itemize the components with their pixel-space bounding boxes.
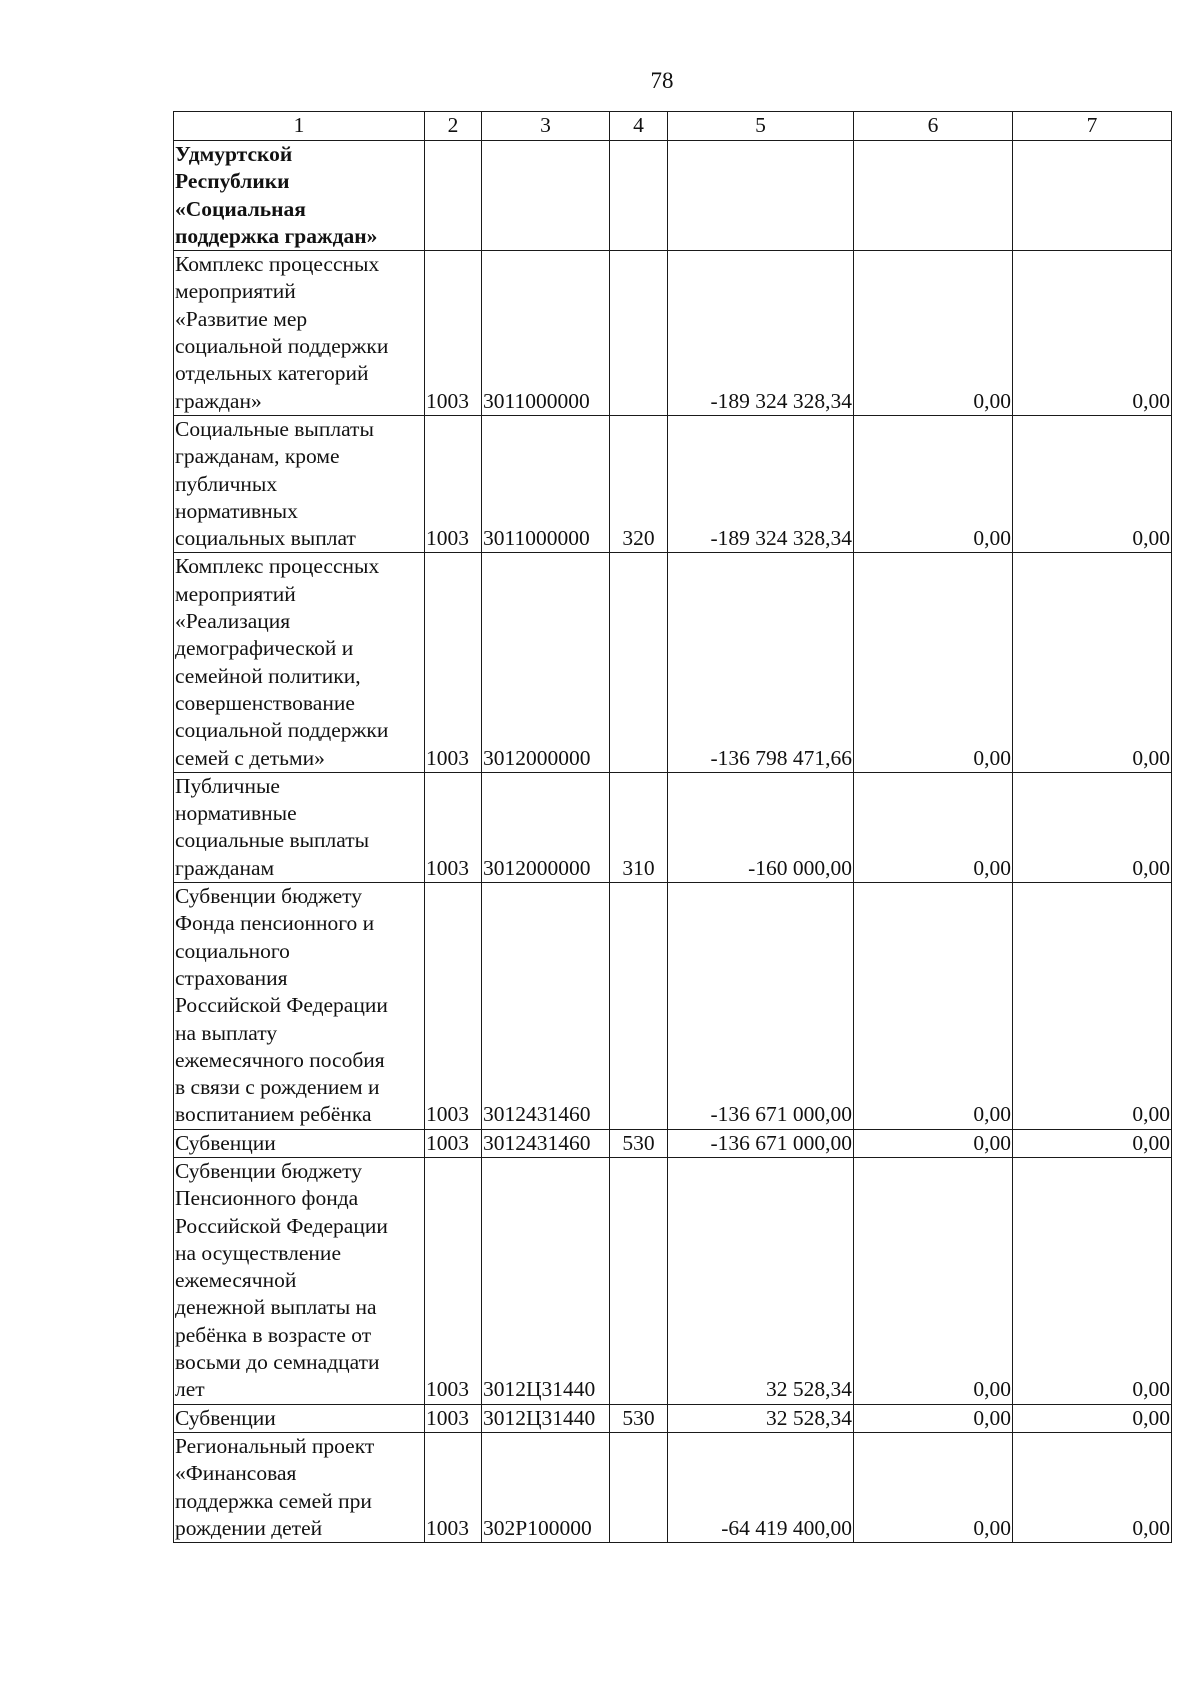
amount-cell: 0,00 [1013, 1432, 1172, 1542]
expense-type-cell [610, 1432, 668, 1542]
amount-cell: -189 324 328,34 [668, 415, 854, 552]
amount-cell: -136 671 000,00 [668, 1129, 854, 1157]
amount-cell: -136 798 471,66 [668, 553, 854, 772]
amount-cell: -64 419 400,00 [668, 1432, 854, 1542]
section-code-cell [425, 141, 482, 251]
amount-cell: -136 671 000,00 [668, 883, 854, 1130]
table-row [174, 251, 1172, 416]
amount-cell: 0,00 [1013, 883, 1172, 1130]
target-article-cell: 3012000000 [482, 772, 610, 882]
table-body [174, 141, 1172, 1543]
amount-cell: 0,00 [854, 1157, 1013, 1404]
row-name-cell: Удмуртской Республики «Социальная поддержка граждан» [174, 141, 425, 251]
expense-type-cell: 530 [610, 1404, 668, 1432]
expense-type-cell [610, 553, 668, 772]
amount-cell: 0,00 [854, 251, 1013, 416]
target-article-cell: 3012431460 [482, 883, 610, 1130]
table-row [174, 553, 1172, 772]
amount-cell: 0,00 [1013, 772, 1172, 882]
expense-type-cell: 310 [610, 772, 668, 882]
amount-cell [668, 141, 854, 251]
row-name-cell: Региональный проект «Финансовая поддержка семей при рождении детей [174, 1432, 425, 1542]
table-row [174, 772, 1172, 882]
section-code-cell: 1003 [425, 251, 482, 416]
page-number: 78 [650, 68, 674, 93]
amount-cell: 0,00 [854, 1404, 1013, 1432]
row-name-cell: Субвенции бюджету Фонда пенсионного и социального страхования Российской Федерации на выплату ежемесячного пособия в связи с рождением и воспитанием ребёнка [174, 883, 425, 1130]
amount-cell: 32 528,34 [668, 1157, 854, 1404]
expense-type-cell [610, 1157, 668, 1404]
amount-cell: 0,00 [854, 415, 1013, 552]
amount-cell: 0,00 [1013, 1404, 1172, 1432]
section-code-cell: 1003 [425, 1129, 482, 1157]
section-code-cell: 1003 [425, 772, 482, 882]
header-cell: 6 [854, 112, 1013, 141]
table-row [174, 1129, 1172, 1157]
amount-cell: 0,00 [1013, 553, 1172, 772]
amount-cell: 0,00 [1013, 251, 1172, 416]
section-code-cell: 1003 [425, 1157, 482, 1404]
amount-cell: 0,00 [854, 553, 1013, 772]
section-code-cell: 1003 [425, 1432, 482, 1542]
header-cell: 5 [668, 112, 854, 141]
target-article-cell: 3012Ц31440 [482, 1157, 610, 1404]
row-name-cell: Субвенции бюджету Пенсионного фонда Российской Федерации на осуществление ежемесячной денежной выплаты на ребёнка в возрасте от восьми до семнадцати лет [174, 1157, 425, 1404]
header-cell: 2 [425, 112, 482, 141]
target-article-cell: 3012000000 [482, 553, 610, 772]
target-article-cell: 3012Ц31440 [482, 1404, 610, 1432]
header-cell: 4 [610, 112, 668, 141]
expense-type-cell: 320 [610, 415, 668, 552]
row-name-cell: Субвенции [174, 1404, 425, 1432]
table-header-row [174, 112, 1172, 141]
target-article-cell: 302P100000 [482, 1432, 610, 1542]
target-article-cell: 3012431460 [482, 1129, 610, 1157]
amount-cell [1013, 141, 1172, 251]
table-row [174, 1432, 1172, 1542]
target-article-cell: 3011000000 [482, 415, 610, 552]
row-name-cell: Субвенции [174, 1129, 425, 1157]
amount-cell [854, 141, 1013, 251]
section-code-cell: 1003 [425, 1404, 482, 1432]
header-cell: 3 [482, 112, 610, 141]
row-name-cell: Социальные выплаты гражданам, кроме публичных нормативных социальных выплат [174, 415, 425, 552]
amount-cell: 0,00 [1013, 1129, 1172, 1157]
table-row [174, 415, 1172, 552]
amount-cell: -160 000,00 [668, 772, 854, 882]
table-row [174, 1157, 1172, 1404]
target-article-cell: 3011000000 [482, 251, 610, 416]
expense-type-cell [610, 883, 668, 1130]
expense-type-cell [610, 251, 668, 416]
section-code-cell: 1003 [425, 415, 482, 552]
header-cell: 7 [1013, 112, 1172, 141]
amount-cell: 0,00 [854, 772, 1013, 882]
amount-cell: 0,00 [1013, 1157, 1172, 1404]
row-name-cell: Комплекс процессных мероприятий «Реализация демографической и семейной политики, совершенствование социальной поддержки семей с детьми» [174, 553, 425, 772]
amount-cell: 0,00 [854, 883, 1013, 1130]
table-row [174, 883, 1172, 1130]
expense-type-cell: 530 [610, 1129, 668, 1157]
target-article-cell [482, 141, 610, 251]
expense-type-cell [610, 141, 668, 251]
amount-cell: 0,00 [1013, 415, 1172, 552]
table-row [174, 141, 1172, 251]
section-code-cell: 1003 [425, 883, 482, 1130]
budget-table [173, 111, 1172, 1543]
amount-cell: 32 528,34 [668, 1404, 854, 1432]
amount-cell: 0,00 [854, 1432, 1013, 1542]
amount-cell: 0,00 [854, 1129, 1013, 1157]
table-row [174, 1404, 1172, 1432]
row-name-cell: Комплекс процессных мероприятий «Развитие мер социальной поддержки отдельных категорий граждан» [174, 251, 425, 416]
row-name-cell: Публичные нормативные социальные выплаты гражданам [174, 772, 425, 882]
amount-cell: -189 324 328,34 [668, 251, 854, 416]
header-cell: 1 [174, 112, 425, 141]
section-code-cell: 1003 [425, 553, 482, 772]
